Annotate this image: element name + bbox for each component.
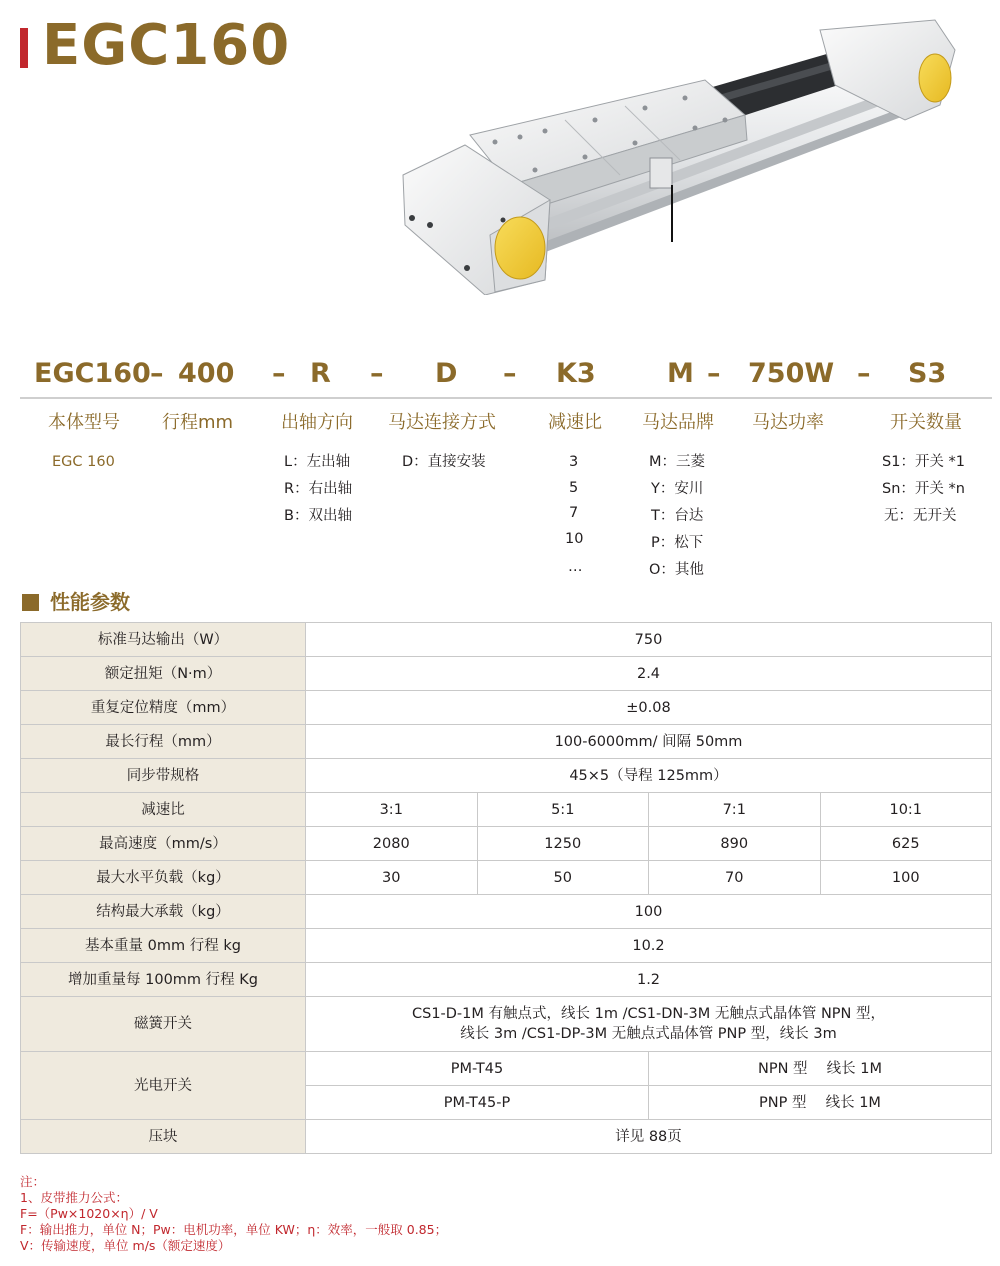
row-label: 压块: [21, 1120, 306, 1154]
table-row: [21, 657, 992, 691]
row-value: 2080: [306, 827, 478, 861]
option-ratio: 5: [569, 480, 579, 496]
row-label: 同步带规格: [21, 759, 306, 793]
option-shaft: B：双出轴: [284, 508, 352, 524]
note-line: F=（Pw×1020×η）/ V: [20, 1206, 158, 1221]
option-switch: 无：无开关: [884, 508, 957, 524]
note-line: 1、皮带推力公式：: [20, 1190, 128, 1205]
row-label: 基本重量 0mm 行程 kg: [21, 929, 306, 963]
table-row: [21, 623, 992, 657]
row-value-line: CS1-D-1M 有触点式，线长 1m /CS1-DN-3M 无触点式晶体管 NPN 型，: [411, 1006, 885, 1022]
row-label: 最长行程（mm）: [21, 725, 306, 759]
row-value: 2.4: [306, 657, 992, 691]
code-segment-model: EGC160: [34, 358, 151, 389]
row-value: PM-T45-P: [306, 1086, 649, 1120]
page-title: EGC160: [42, 13, 291, 78]
row-label: 标准马达输出（W）: [21, 623, 306, 657]
table-row: [21, 1052, 992, 1086]
code-separator: –: [370, 358, 384, 389]
section-title: 性能参数: [50, 590, 130, 614]
column-header-stroke: 行程mm: [162, 412, 234, 433]
row-label: 磁簧开关: [21, 997, 306, 1052]
row-label: 最高速度（mm/s）: [21, 827, 306, 861]
code-segment-shaft: R: [310, 358, 331, 389]
option-ratio: 7: [569, 505, 579, 521]
option-body-model: EGC 160: [52, 454, 115, 470]
row-value: 750: [306, 623, 992, 657]
row-value: [306, 997, 992, 1052]
option-brand: O：其他: [649, 562, 704, 578]
row-label: 减速比: [21, 793, 306, 827]
option-shaft: R：右出轴: [284, 481, 353, 497]
note-line: V：传输速度，单位 m/s（额定速度）: [20, 1238, 231, 1253]
row-value: 100-6000mm/ 间隔 50mm: [306, 725, 992, 759]
table-row: [21, 793, 992, 827]
row-label: 额定扭矩（N·m）: [21, 657, 306, 691]
column-header-body-model: 本体型号: [48, 412, 120, 433]
option-ratio: 10: [565, 531, 584, 547]
note-heading: 注：: [20, 1174, 46, 1189]
option-ratio: …: [568, 559, 583, 575]
option-shaft: L：左出轴: [284, 454, 351, 470]
row-value: PM-T45: [306, 1052, 649, 1086]
row-value: NPN 型 线长 1M: [649, 1052, 992, 1086]
code-separator: –: [272, 358, 286, 389]
table-row: [21, 997, 992, 1052]
row-value: PNP 型 线长 1M: [649, 1086, 992, 1120]
option-brand: T：台达: [651, 508, 704, 524]
row-value: 100: [306, 895, 992, 929]
option-switch: Sn：开关 *n: [882, 481, 965, 497]
row-label: 最大水平负载（kg）: [21, 861, 306, 895]
row-value: 3:1: [306, 793, 478, 827]
column-header-motor-brand: 马达品牌: [642, 412, 714, 433]
table-row: [21, 861, 992, 895]
product-illustration: [395, 10, 965, 295]
title-accent-bar: [20, 28, 28, 68]
row-value: 10.2: [306, 929, 992, 963]
row-value: 625: [820, 827, 992, 861]
column-header-shaft-direction: 出轴方向: [281, 412, 353, 433]
column-header-connection: 马达连接方式: [388, 412, 496, 433]
code-separator: –: [707, 358, 721, 389]
row-value: 100: [820, 861, 992, 895]
code-separator: –: [503, 358, 517, 389]
row-value: 详见 88页: [306, 1120, 992, 1154]
option-switch: S1：开关 *1: [882, 454, 966, 470]
row-label: 增加重量每 100mm 行程 Kg: [21, 963, 306, 997]
code-segment-power: 750W: [748, 358, 835, 389]
row-value: 7:1: [649, 793, 821, 827]
option-brand: M：三菱: [649, 454, 706, 470]
row-value: ±0.08: [306, 691, 992, 725]
table-row: [21, 725, 992, 759]
row-value: 10:1: [820, 793, 992, 827]
column-header-motor-power: 马达功率: [752, 412, 824, 433]
code-segment-brand: M: [667, 358, 694, 389]
table-row: [21, 827, 992, 861]
column-header-switch-count: 开关数量: [890, 412, 962, 433]
row-value: 1250: [477, 827, 649, 861]
note-line: F：输出推力，单位 N；Pw：电机功率，单位 KW；η：效率，一般取 0.85；: [20, 1222, 448, 1237]
table-row: [21, 1120, 992, 1154]
code-separator: –: [150, 358, 164, 389]
table-row: [21, 759, 992, 793]
row-value-line: 线长 3m /CS1-DP-3M 无触点式晶体管 PNP 型，线长 3m: [460, 1026, 837, 1042]
table-row: [21, 691, 992, 725]
code-segment-connection: D: [435, 358, 458, 389]
row-value: 30: [306, 861, 478, 895]
option-connection: D：直接安装: [402, 454, 486, 470]
code-segment-switch: S3: [908, 358, 947, 389]
column-header-ratio: 减速比: [548, 412, 602, 433]
code-separator: –: [857, 358, 871, 389]
table-row: [21, 963, 992, 997]
row-label: 结构最大承载（kg）: [21, 895, 306, 929]
table-row: [21, 929, 992, 963]
code-divider: [20, 397, 992, 399]
row-value: 70: [649, 861, 821, 895]
table-row: [21, 895, 992, 929]
code-segment-stroke: 400: [178, 358, 235, 389]
row-label: 重复定位精度（mm）: [21, 691, 306, 725]
row-value: 5:1: [477, 793, 649, 827]
option-brand: Y：安川: [651, 481, 704, 497]
section-marker: [22, 594, 39, 611]
option-brand: P：松下: [651, 535, 704, 551]
option-ratio: 3: [569, 454, 579, 470]
row-value: 890: [649, 827, 821, 861]
code-segment-ratio: K3: [556, 358, 596, 389]
row-value: 1.2: [306, 963, 992, 997]
row-value: 45×5（导程 125mm）: [306, 759, 992, 793]
row-label: 光电开关: [21, 1052, 306, 1120]
spec-table: [20, 622, 992, 1154]
row-value: 50: [477, 861, 649, 895]
